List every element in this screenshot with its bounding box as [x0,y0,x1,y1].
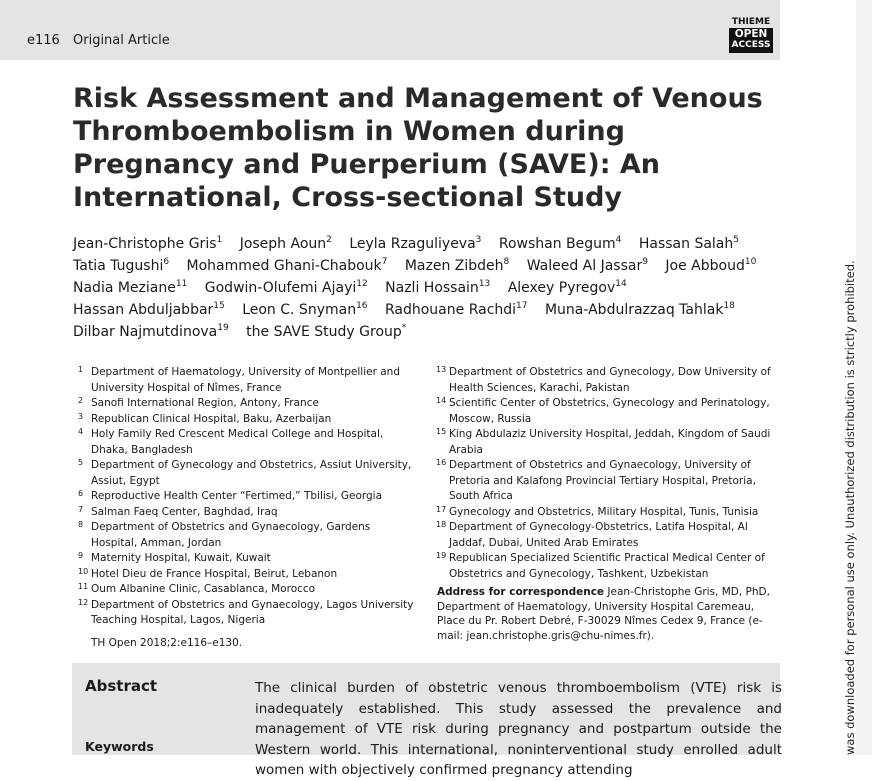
author-name [73,258,169,274]
affiliation-text: Department of Haematology, University of Montpellier and University Hospital of Nîmes, France [91,366,400,394]
author-affiliation-marker: 5 [733,235,739,245]
affiliation-item [436,520,786,551]
affiliation-number: 5 [78,458,84,467]
author-name-text: Nazli Hossain [385,280,479,296]
affiliation-text: Department of Obstetrics and Gynaecology, Lagos University Teaching Hospital, Lagos, Nigeria [91,598,414,626]
affiliation-text: Department of Obstetrics and Gynaecology, Gardens Hospital, Amman, Jordan [91,521,371,549]
author-affiliation-marker: 14 [615,279,627,289]
author-list [73,233,785,343]
scroll-track [856,0,872,755]
affiliation-number: 13 [436,365,447,374]
author-affiliation-marker: 7 [381,257,388,267]
affiliation-text: Department of Obstetrics and Gynaecology, University of Pretoria and Kalafong Provincial Tertiary Hospital, Pretoria, South Africa [449,459,756,502]
affiliation-number: 18 [436,520,447,529]
affiliation-text: Republican Specialized Scientific Practical Medical Center of Obstetrics and Gynecology, Tashkent, Uzbekistan [449,552,765,580]
affiliation-number: 7 [78,504,84,514]
author-name-text: Tatia Tugushi [73,258,164,274]
affiliation-text: Department of Obstetrics and Gynecology, Dow University of Health Sciences, Karachi, Pakistan [449,366,771,394]
affiliation-text: Maternity Hospital, Kuwait, Kuwait [91,552,271,564]
author-name-text: Dilbar Najmutdinova [73,324,218,340]
affiliation-text: Republican Clinical Hospital, Baku, Azerbaijan [91,412,332,425]
open-access-badge [729,28,773,53]
running-header [0,0,780,60]
correspondence-text: Jean-Christophe Gris, MD, PhD, Department of Haematology, University Hospital Caremeau, Place du Pr. Robert Debré, F-30029 Nîmes Cedex 9, France (e-mail: jean.christophe.gris@chu-nimes.fr). [437,586,770,642]
correspondence-label: Address for correspondence [437,586,605,598]
affiliation-item [436,505,786,521]
author-affiliation-marker: 16 [356,301,368,311]
affiliation-text: Department of Gynecology-Obstetrics, Latifa Hospital, Al Jaddaf, Dubai, United Arab Emirates [449,521,748,549]
author-name [405,258,509,274]
affiliation-number: 10 [78,566,89,576]
affiliation-text: Salman Faeq Center, Baghdad, Iraq [91,505,278,518]
affiliation-number: 6 [78,489,84,498]
author-name-text: Joe Abboud [665,258,745,274]
affiliation-item [436,551,786,582]
author-name-text: Alexey Pyregov [507,280,616,296]
author-name [73,302,225,318]
affiliation-number: 19 [436,551,447,560]
author-name [73,236,222,252]
affiliation-text: Oum Albanine Clinic, Casablanca, Morocco [91,583,316,595]
author-name-text: Radhouane Rachdi [384,302,517,318]
affiliation-item [78,458,418,489]
author-affiliation-marker: 8 [503,257,510,267]
author-name-text: Godwin-Olufemi Ajayi [204,280,357,296]
author-name [246,324,406,340]
author-name-text: Leon C. Snyman [242,302,357,318]
author-name-text: Mazen Zibdeh [404,258,504,274]
affiliation-text: Holy Family Red Crescent Medical College and Hospital, Dhaka, Bangladesh [91,428,384,456]
affiliation-text: King Abdulaziz University Hospital, Jeddah, Kingdom of Saudi Arabia [449,428,771,456]
affiliation-item [436,365,786,396]
author-affiliation-marker: 15 [213,301,225,311]
author-affiliation-marker: 10 [744,257,757,267]
affiliation-number: 11 [78,582,89,591]
affiliation-text: Hotel Dieu de France Hospital, Beirut, Lebanon [91,567,338,580]
author-name [240,236,332,252]
author-affiliation-marker: 4 [615,235,622,245]
correspondence [437,585,782,643]
author-affiliation-marker: 19 [217,323,229,333]
author-name [639,236,739,252]
author-name [205,280,368,296]
author-name [665,258,756,274]
affiliation-item [436,458,786,505]
author-affiliation-marker: 17 [516,301,528,311]
publisher-logo [729,17,773,53]
author-affiliation-marker: 9 [642,257,648,267]
author-name-text: Muna-Abdulrazzaq Tahlak [544,302,724,318]
author-affiliation-marker: 1 [216,235,223,245]
author-name [508,280,627,296]
affiliation-item [78,365,418,396]
affiliation-item [78,412,418,428]
author-name [73,280,187,296]
affiliation-number: 2 [78,396,84,405]
author-affiliation-marker: 2 [326,235,332,245]
affiliation-number: 4 [78,427,84,436]
affiliation-number: 9 [78,551,84,560]
author-name [545,302,735,318]
affiliation-item [436,396,786,427]
author-name [242,302,367,318]
affiliation-item [78,551,418,567]
affiliation-text: Sanofi International Region, Antony, France [91,397,319,409]
affiliation-number: 17 [436,504,447,514]
author-name-text: Leyla Rzaguliyeva [349,236,476,252]
page-number: e116 [27,33,60,48]
affiliation-text: Gynecology and Obstetrics, Military Hospital, Tunis, Tunisia [449,505,759,518]
download-notice: was downloaded for personal use only. Unauthorized distribution is strictly prohibited. [843,260,857,755]
author-name [527,258,648,274]
affiliation-item [78,396,418,412]
author-name-text: Jean-Christophe Gris [73,236,217,252]
affiliation-item [436,427,786,458]
abstract-text: The clinical burden of obstetric venous thromboembolism (VTE) risk is inadequately established. This study assessed the prevalence and management of VTE risk during pregnancy and postpartum outside the Western world. This international, noninterventional study enrolled adult women with objectively confirmed pregnancy attending [255,680,782,778]
affiliations-right [436,365,786,582]
article-type-label: Original Article [73,33,170,48]
author-affiliation-marker: 6 [163,257,170,267]
author-name [385,280,490,296]
affiliation-item [78,598,418,629]
affiliation-item [78,520,418,551]
affiliation-text: Department of Gynecology and Obstetrics, Assiut University, Assiut, Egypt [91,459,412,487]
author-affiliation-marker: 13 [478,279,491,289]
author-name-text: Joseph Aoun [239,236,327,252]
author-name-text: Rowshan Begum [498,236,616,252]
affiliation-text: Scientific Center of Obstetrics, Gynecology and Perinatology, Moscow, Russia [449,397,770,425]
affiliation-number: 8 [78,520,84,529]
author-name-text: Hassan Abduljabbar [73,302,214,318]
affiliation-number: 14 [436,396,447,405]
author-affiliation-marker: 12 [356,279,368,289]
author-name-text: Nadia Meziane [73,280,176,296]
affiliation-number: 16 [436,458,447,467]
author-name-text: the SAVE Study Group [246,324,402,340]
author-name-text: Waleed Al Jassar [526,258,643,274]
author-name-text: Mohammed Ghani-Chabouk [186,258,382,274]
affiliation-number: 3 [78,411,84,421]
affiliation-number: 15 [436,427,447,436]
affiliation-item [78,567,418,583]
logo-line-open: OPEN [734,28,768,40]
author-name [499,236,622,252]
abstract-heading: Abstract [85,677,158,695]
author-name-text: Hassan Salah [638,236,734,252]
affiliation-number: 12 [78,597,89,607]
article-title: Risk Assessment and Management of Venous Thromboembolism in Women during Pregnancy and Puerperium (SAVE): An International, Cross-sectional Study [73,83,763,213]
author-name [349,236,481,252]
logo-line-access: ACCESS [731,40,771,50]
affiliations-left [78,365,418,629]
author-affiliation-marker: 3 [475,235,482,245]
author-affiliation-marker: 18 [723,301,735,311]
affiliation-text: Reproductive Health Center “Fertimed,” Tbilisi, Georgia [91,490,383,502]
author-affiliation-marker: * [401,323,407,333]
affiliation-item [78,427,418,458]
affiliation-item [78,489,418,505]
keywords-heading: Keywords [85,739,154,754]
author-name [385,302,528,318]
affiliation-number: 1 [78,365,84,374]
affiliation-item [78,505,418,521]
logo-publisher-name: THIEME [731,17,771,27]
author-name [73,324,229,340]
author-affiliation-marker: 11 [175,279,188,289]
author-name [187,258,388,274]
citation: TH Open 2018;2:e116–e130. [91,637,243,649]
affiliation-item [78,582,418,598]
